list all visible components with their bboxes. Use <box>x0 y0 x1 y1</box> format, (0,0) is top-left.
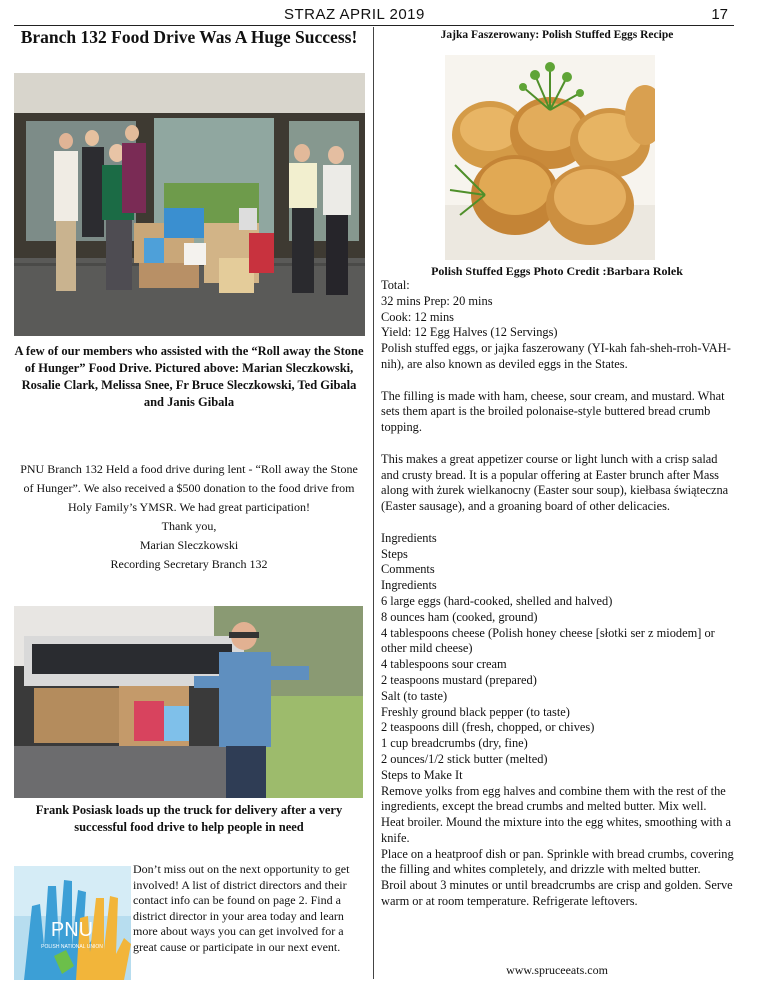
article-body <box>14 460 364 574</box>
page-number: 17 <box>711 6 728 23</box>
recipe-time: 32 mins Prep: 20 mins <box>381 293 493 308</box>
column-divider <box>373 27 374 979</box>
ingredient-item: 1 cup breadcrumbs (dry, fine) <box>381 736 528 751</box>
recipe-yield: Yield: 12 Egg Halves (12 Servings) <box>381 325 558 340</box>
promo-text: Don’t miss out on the next opportunity to get involved! A list of district directors and their contact info can be found on page 2. Find a district director in your area today and learn more about ways you can get involved for a great cause or participate in our next event. <box>133 862 350 954</box>
ingredient-item: 4 tablespoons sour cream <box>381 657 507 672</box>
recipe-filling: The filling is made with ham, cheese, sour cream, and mustard. What sets them apart is the broiled polonaise-style buttered bread crumb topping. <box>381 388 725 435</box>
ingredient-item: Salt (to taste) <box>381 688 448 703</box>
recipe-line: Steps <box>381 546 408 561</box>
signoff-line: Thank you, <box>161 519 217 533</box>
stuffed-eggs-photo <box>445 55 655 260</box>
pnu-logo-subtext: POLISH NATIONAL UNION <box>41 944 103 950</box>
recipe-line: Ingredients <box>381 578 437 593</box>
ingredient-item: 2 teaspoons mustard (prepared) <box>381 672 537 687</box>
recipe-body <box>381 278 735 910</box>
ingredient-item: 2 ounces/1/2 stick butter (melted) <box>381 751 548 766</box>
ingredient-item: 2 teaspoons dill (fresh, chopped, or chives) <box>381 720 595 735</box>
ingredient-item: 4 tablespoons cheese (Polish honey cheese [słotki ser z miodem] or other mild cheese) <box>381 625 715 656</box>
recipe-title: Jajka Faszerowany: Polish Stuffed Eggs Recipe <box>440 29 674 41</box>
recipe-total: Total: <box>381 278 410 292</box>
group-photo <box>14 73 365 336</box>
ingredient-item: 8 ounces ham (cooked, ground) <box>381 609 538 624</box>
ingredient-item: Freshly ground black pepper (to taste) <box>381 704 570 719</box>
step-item: Place on a heatproof dish or pan. Sprinkle with bread crumbs, covering the filling and whites completely, and drizzle with melted butter. <box>381 846 734 877</box>
signoff-role: Recording Secretary Branch 132 <box>110 557 268 571</box>
paragraph-gap <box>381 515 735 531</box>
ingredient-item: 6 large eggs (hard-cooked, shelled and halved) <box>381 593 613 608</box>
recipe-cook: Cook: 12 mins <box>381 309 454 324</box>
recipe-serving: This makes a great appetizer course or light lunch with a crisp salad and crusty bread. It is a popular offering at Easter brunch after Mass along with żurek wielkanocny (Easter sour soup), kiełbasa świąteczna (Easter sausage), and a groaning board of other delicacies. <box>381 451 729 514</box>
recipe-intro: Polish stuffed eggs, or jajka faszerowany (YI-kah fah-sheh-rroh-VAH-nih), are also known as deviled eggs in the States. <box>381 341 731 371</box>
article-title: Branch 132 Food Drive Was A Huge Success! <box>20 27 358 47</box>
publication-title: STRAZ APRIL 2019 <box>284 6 425 23</box>
body-paragraph: PNU Branch 132 Held a food drive during lent - “Roll away the Stone of Hunger”. We also received a $500 donation to the food drive from Holy Family’s YMSR. We had great participation! <box>20 462 358 514</box>
pnu-promo-image <box>14 866 131 980</box>
recipe-line: Comments <box>381 562 435 577</box>
source-website: www.spruceeats.com <box>506 963 608 977</box>
recipe-line: Ingredients <box>381 530 437 545</box>
paragraph-gap <box>381 436 735 452</box>
truck-photo-caption: Frank Posiask loads up the truck for delivery after a very successful food drive to help people in need <box>35 803 343 834</box>
photo-credit: Polish Stuffed Eggs Photo Credit :Barbara Rolek <box>431 264 683 278</box>
pnu-logo-text: PNU <box>50 919 94 941</box>
step-item: Heat broiler. Mound the mixture into the egg whites, smoothing with a knife. <box>381 815 731 845</box>
step-item: Remove yolks from egg halves and combine them with the rest of the ingredients, except the bread crumbs and melted butter. Mix well. <box>381 783 726 814</box>
steps-heading: Steps to Make It <box>381 767 463 782</box>
paragraph-gap <box>381 373 735 389</box>
step-item: Broil about 3 minutes or until breadcrumbs are crisp and golden. Serve warm or at room temperature. Refrigerate leftovers. <box>381 878 733 909</box>
truck-photo <box>14 606 363 798</box>
group-photo-caption: A few of our members who assisted with the “Roll away the Stone of Hunger” Food Drive. Pictured above: Marian Sleczkowski, Rosalie Clark, Melissa Snee, Fr Bruce Sleczkowski, Ted Gibala and Janis Gibala <box>14 344 364 409</box>
signoff-name: Marian Sleczkowski <box>139 538 239 552</box>
